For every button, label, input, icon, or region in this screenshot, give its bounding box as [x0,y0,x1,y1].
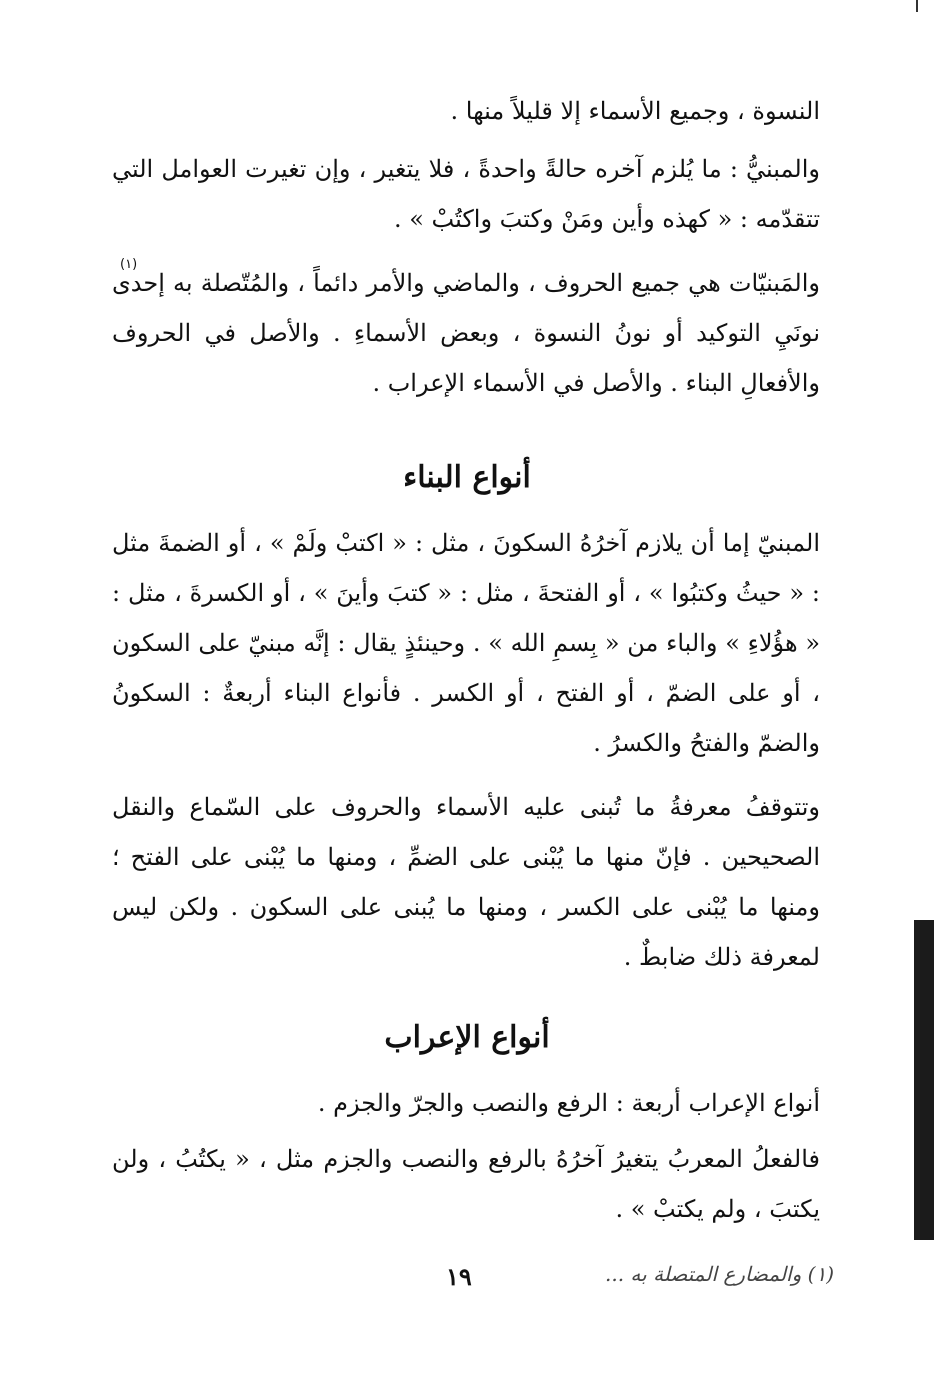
heading-iraab: أنواع الإعراب [384,1020,550,1055]
paragraph-2: والمبنيُّ : ما يُلزم آخره حالةً واحدةً ، فلا يتغير ، وإن تغيرت العوامل التي تتقدّمه : « كهذه وأين ومَنْ وكتبَ واكتُبْ » . [112,155,820,233]
text-block-bottom [112,1078,820,1234]
paragraph-4: المبنيّ إما أن يلازم آخرُهُ السكونَ ، مثل : « اكتبْ ولَمْ » ، أو الضمةَ مثل : « حيثُ وكتبُوا » ، أو الفتحةَ ، مثل : « كتبَ وأينَ » ، أو الكسرةَ ، مثل : « هؤُلاءِ » والباء من « بِسمِ الله » . وحينئذٍ يقال : إنَّه مبنيّ على السكون ، أو على الضمّ ، أو الفتح ، أو الكسر . فأنواع البناء أربعةٌ : السكونُ والضمّ والفتحُ والكسرُ . [112,529,821,757]
paragraph-5: وتتوقفُ معرفةُ ما تُبنى عليه الأسماء والحروف على السّماع والنقل الصحيحين . فإنّ منها ما يُبْنى على الضمِّ ، ومنها ما يُبْنى على الفتح ؛ ومنها ما يُبْنى على الكسر ، ومنها ما يُبنى على السكون . ولكن ليس لمعرفة ذلك ضابطٌ . [112,793,820,971]
footnote-marker: (١) [120,257,138,272]
heading-binaa: أنواع البناء [403,460,531,495]
paragraph-7: فالفعلُ المعربُ يتغيرُ آخرُهُ بالرفع والنصب والجزم مثل ، « يكتُبُ ، ولن يكتبَ ، ولم يكتبْ » . [112,1145,820,1223]
paragraph-3: والمَبنيّات هي جميع الحروف ، والماضي والأمر دائماً ، والمُتّصلة به إحدى نونَيِ التوكيد أو نونُ النسوة ، وبعض الأسماءِ . والأصل في الحروف والأفعالِ البناء . والأصل في الأسماء الإعراب . [112,269,820,397]
text-block-top [112,86,820,408]
text-block-middle [112,518,820,982]
handwritten-footnote: (١) والمضارع المتصلة به ... [605,1262,834,1286]
page-number: ١٩ [446,1262,472,1291]
scan-mark [916,0,918,12]
paragraph-1: النسوة ، وجميع الأسماء إلا قليلاً منها . [450,97,820,125]
paragraph-6: أنواع الإعراب أربعة : الرفع والنصب والجرّ والجزم . [317,1089,820,1117]
scan-edge-shadow [914,920,934,1240]
